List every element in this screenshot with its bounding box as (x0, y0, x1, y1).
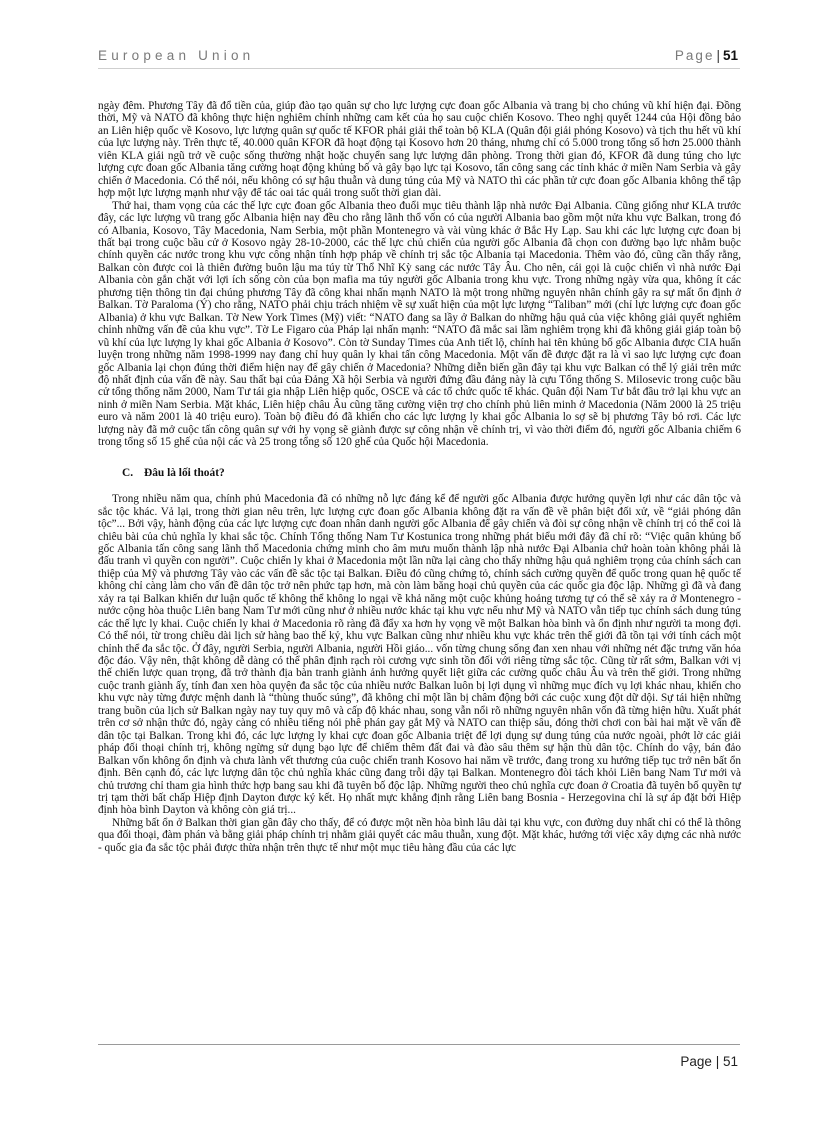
page-footer (98, 1044, 740, 1084)
footer-separator: | (715, 1054, 720, 1069)
paragraph: Những bất ổn ở Balkan thời gian gần đây cho thấy, để có được một nền hòa bình lâu dài tại khu vực, con đường duy nhất chỉ có thể là thông qua đối thoại, đàm phán và bằng giải pháp chính trị nhằm giải quyết các mâu thuẫn, xung đột. Mặt khác, hướng tới việc xây dựng các nhà nước - quốc gia đa sắc tộc phải được thừa nhận trên thực tế như một mục tiêu hàng đầu của các lực (98, 816, 741, 854)
footer-divider (98, 1044, 740, 1045)
footer-page-indicator (680, 1054, 738, 1069)
header-divider (98, 68, 740, 69)
paragraph: Trong nhiều năm qua, chính phủ Macedonia đã có những nỗ lực đáng kể để người gốc Albania được hưởng quyền lợi như các dân tộc và sắc tộc khác. Vả lại, trong thời gian nêu trên, lực lượng cực đoan gốc Albania không đặt ra vấn đề về phân biệt đối xử, về “giải phóng dân tộc”... Bởi vậy, hành động của các lực lượng cực đoan nhân danh người gốc Albania để gây chiến và đòi sự công nhận về chính trị có thể coi là chiêu bài của chủ nghĩa ly khai sắc tộc. Chính Tổng thống Nam Tư Kostunica trong những phát biểu mới đây đã chỉ rõ: “Việc quân khủng bố gốc Albania tấn công sang lãnh thổ Macedonia chứng minh cho âm mưu muốn thành lập nhà nước Đại Albania chứ hoàn toàn không phải là đấu tranh vì quyền con người”. Cuộc chiến ly khai ở Macedonia một lần nữa lại càng cho thấy những hậu quả nghiêm trọng của chính sách can thiệp của Mỹ và phương Tây vào các vấn đề sắc tộc tại Balkan. Điều đó cũng chứng tỏ, chính sách cường quyền để quốc trong quan hệ quốc tế không chỉ càng làm cho vấn đề dân tộc trở nên phức tạp hơn, mà còn làm băng hoại chủ quyền của các quốc gia độc lập. Những gì đã và đang xảy ra tại Balkan khiến dư luận quốc tế không thể không lo ngại về khả năng một cuộc khủng hoảng tương tự có thể sẽ xảy ra ở Montenegro - nước cộng hòa thuộc Liên bang Nam Tư mới cũng như ở nhiều nước khác tại khu vực nếu như Mỹ và NATO vẫn tiếp tục chính sách dung túng các thế lực ly khai. Cuộc chiến ly khai ở Macedonia rõ ràng đã đẩy xa hơn hy vọng về một Balkan hòa bình và ổn định như người ta mong đợi. Có thể nói, từ trong chiều dài lịch sử hàng bao thế kỷ, khu vực Balkan cũng như nhiều khu vực khác trên thế giới đã tồn tại với tính cách một chỉnh thể đa sắc tộc. Ở đây, người Serbia, người Albania, người Hồi giáo... vốn từng chung sống đan xen nhau với những nét đặc trưng văn hóa độc đáo. Vậy nên, thật không dễ dàng có thể phân định rạch ròi cương vực sinh tồn đối với riêng từng sắc tộc. Cũng từ rất sớm, Balkan với vị thế chiến lược quan trọng, đã trở thành địa bàn tranh giành ảnh hưởng quyết liệt giữa các cường quốc châu Âu và trên thế giới. Trong những cuộc tranh giành ấy, tính đan xen hòa quyện đa sắc tộc của nhiều nước Balkan luôn bị lợi dụng vì những mục đích vụ lợi khác nhau, khiến cho khu vực này từng được mệnh danh là “thùng thuốc súng”, đã không chỉ một lần bị châm động bởi các cuộc xung đột dữ dội. Sự tái hiện những trang buồn của lịch sử Balkan ngày nay tuy quy mô và cấp độ khác nhau, song vẫn nổi rõ những nguyên nhân vốn đã từng hiện hữu. Xuất phát trên cơ sở nhận thức đó, ngày càng có nhiều tiếng nói phê phán gay gắt Mỹ và NATO can thiệp sâu, đóng thời chơi con bài hai mặt về vấn đề dân tộc tại Balkan. Trong khi đó, các lực lượng ly khai cực đoan gốc Albania triệt để lợi dụng sự dung túng của nước ngoài, phớt lờ các giải pháp đối thoại chính trị, không ngừng sử dụng bạo lực để chiếm thêm đất đai và đào sâu thêm sự hận thù dân tộc. Chính do vậy, bán đảo Balkan vốn không ổn định và chưa lành vết thương của cuộc chiến tranh Kosovo hai năm về trước, đang trong xu hướng tiếp tục trở nên bất ổn định. Bên cạnh đó, các lực lượng dân tộc chủ nghĩa khác cũng đang trỗi dậy tại Balkan. Montenegro đòi tách khỏi Liên bang Nam Tư mới và chủ trương chỉ tham gia hình thức hợp bang sau khi đã tuyên bố độc lập. Những người theo chủ nghĩa cực đoan ở Croatia đã tuyên bố quyền tự trị tạm thời bất chấp Hiệp định Dayton được ký kết. Họ nhất mực khẳng định rằng Liên bang Bosnia - Herzegovina chỉ là sự áp đặt bởi Hiệp định hòa bình Dayton và không còn giá trị... (98, 493, 741, 817)
paragraph: Thứ hai, tham vọng của các thế lực cực đoan gốc Albania theo đuổi mục tiêu thành lập nhà nước Đại Albania. Cũng giống như KLA trước đây, các lực lượng vũ trang gốc Albania hiện nay đều cho rằng lãnh thổ vốn có của người Albania bao gồm một nửa khu vực Balkan, trong đó có Albania, Kosovo, Tây Macedonia, Nam Serbia, một phần Montenegro và vài vùng khác ở Bắc Hy Lạp. Sau khi các lực lượng cực đoan bị thất bại trong cuộc bầu cử ở Kosovo ngày 28-10-2000, các thế lực chủ chiến của người gốc Albania đã chọn con đường bạo lực nhằm buộc chính quyền các nước trong khu vực công nhận tính hợp pháp về chính trị sắc tộc Albania tại Macedonia. Thêm vào đó, cũng cần thấy rằng, Balkan còn được coi là thiên đường buôn lậu ma túy từ Thổ Nhĩ Kỳ sang các nước Tây Âu. Cho nên, cái gọi là cuộc chiến vì nhà nước Đại Albania còn gắn chặt với lợi ích sống còn của bọn mafia ma túy người gốc Albania trong khu vực. Trong những ngày vừa qua, không ít các phương tiện thông tin đại chúng phương Tây đã công khai nhấn mạnh NATO là một trong những nguyên nhân chính gây ra sự mất ổn định ở Balkan. Tờ Paraloma (Ý) cho rằng, NATO phải chịu trách nhiệm về sự xuất hiện của một lực lượng “Taliban” mới (chỉ lực lượng cực đoan gốc Albania) ở khu vực Balkan. Tờ New York Times (Mỹ) viết: “NATO đang sa lầy ở Balkan do những hậu quả của việc không giải quyết nghiêm chỉnh những vấn đề của khu vực”. Tờ Le Figaro của Pháp lại nhấn mạnh: “NATO đã mắc sai lầm nghiêm trọng khi đã không giải giáp toàn bộ vũ khí của lực lượng ly khai gốc Albania ở Kosovo”. Còn tờ Sunday Times của Anh tiết lộ, chính hai tên khủng bố gốc Albania được CIA huấn luyện trong những năm 1998-1999 nay đang chỉ huy quân ly khai tấn công Macedonia. Một vấn đề được đặt ra là vì sao lực lượng cực đoan gốc Albania lại chọn đúng thời điểm hiện nay để gây chiến ở Macedonia? Những diễn biến gần đây tại khu vực Balkan có thể lý giải trên mức độ nhất định của vấn đề này. Sau thất bại của Đảng Xã hội Serbia và người đứng đầu đảng này là cựu Tổng thống S. Milosevic trong cuộc bầu cử tổng thống năm 2000, Nam Tư tái gia nhập Liên hiệp quốc, OSCE và các tổ chức quốc tế khác. Quân đội Nam Tư bắt đầu trở lại khu vực an ninh ở miền Nam Serbia. Mặt khác, Liên hiệp châu Âu cũng tăng cường viện trợ cho chính phủ liên minh ở Macedonia (Năm 2000 là 25 triệu euro và năm 2001 là 40 triệu euro). Toàn bộ điều đó đã khiến cho các lực lượng ly khai gốc Albania lo sợ sẽ bị phương Tây bỏ rơi. Các lực lượng này đã mở cuộc tấn công quân sự với hy vọng sẽ giành được sự công nhận về chính trị, vì vào thời điểm đó, người gốc Albania chiếm 6 trong tổng số 15 ghế của nội các và 25 trong tổng số 120 ghế của Quốc hội Macedonia. (98, 199, 741, 449)
section-heading (122, 467, 741, 479)
header-page-number: 51 (722, 48, 738, 63)
section-title: Đâu là lối thoát? (144, 466, 225, 479)
footer-page-word: Page (680, 1054, 712, 1069)
header-page-word: Page (674, 48, 715, 63)
header-separator: | (716, 48, 720, 63)
paragraph: ngày đêm. Phương Tây đã đổ tiền của, giúp đào tạo quân sự cho lực lượng cực đoan gốc Albania và trang bị cho chúng vũ khí hiện đại. Đồng thời, Mỹ và NATO đã không thực hiện nghiêm chỉnh những cam kết của họ sau cuộc chiến Kosovo. Theo nghị quyết 1244 của Hội đồng bảo an Liên hiệp quốc về Kosovo, lực lượng quân sự quốc tế KFOR phải giải thể toàn bộ KLA (Quân đội giải phóng Kosovo) và tịch thu hết vũ khí của lực lượng này. Trên thực tế, 40.000 quân KFOR đã hoạt động tại Kosovo hơn 20 tháng, nhưng chỉ có 5.000 trong tổng số hơn 25.000 thành viên KLA giải ngũ trở về cuộc sống thường nhật hoặc chuyển sang lực lượng dân phòng. Trong thời gian đó, KFOR đã dung túng cho lực lượng cực đoan gốc Albania tăng cường hoạt động khủng bố và gây bạo lực tại Kosovo, tấn công sang các tỉnh khác ở miền Nam Serbia và gây chiến ở Macedonia. Có thể nói, nếu không có sự hậu thuẫn và dung túng của Mỹ và NATO thì các phần tử cực đoan gốc Albania không thể tập hợp một lực lượng mạnh như vậy để tác oai tác quái trong suốt thời gian dài. (98, 100, 741, 200)
document-body (98, 100, 741, 854)
section-letter: C. (122, 466, 134, 479)
header-title: European Union (98, 48, 255, 63)
footer-page-number: 51 (722, 1054, 738, 1069)
page-header (98, 46, 740, 70)
header-page-indicator (675, 48, 738, 63)
